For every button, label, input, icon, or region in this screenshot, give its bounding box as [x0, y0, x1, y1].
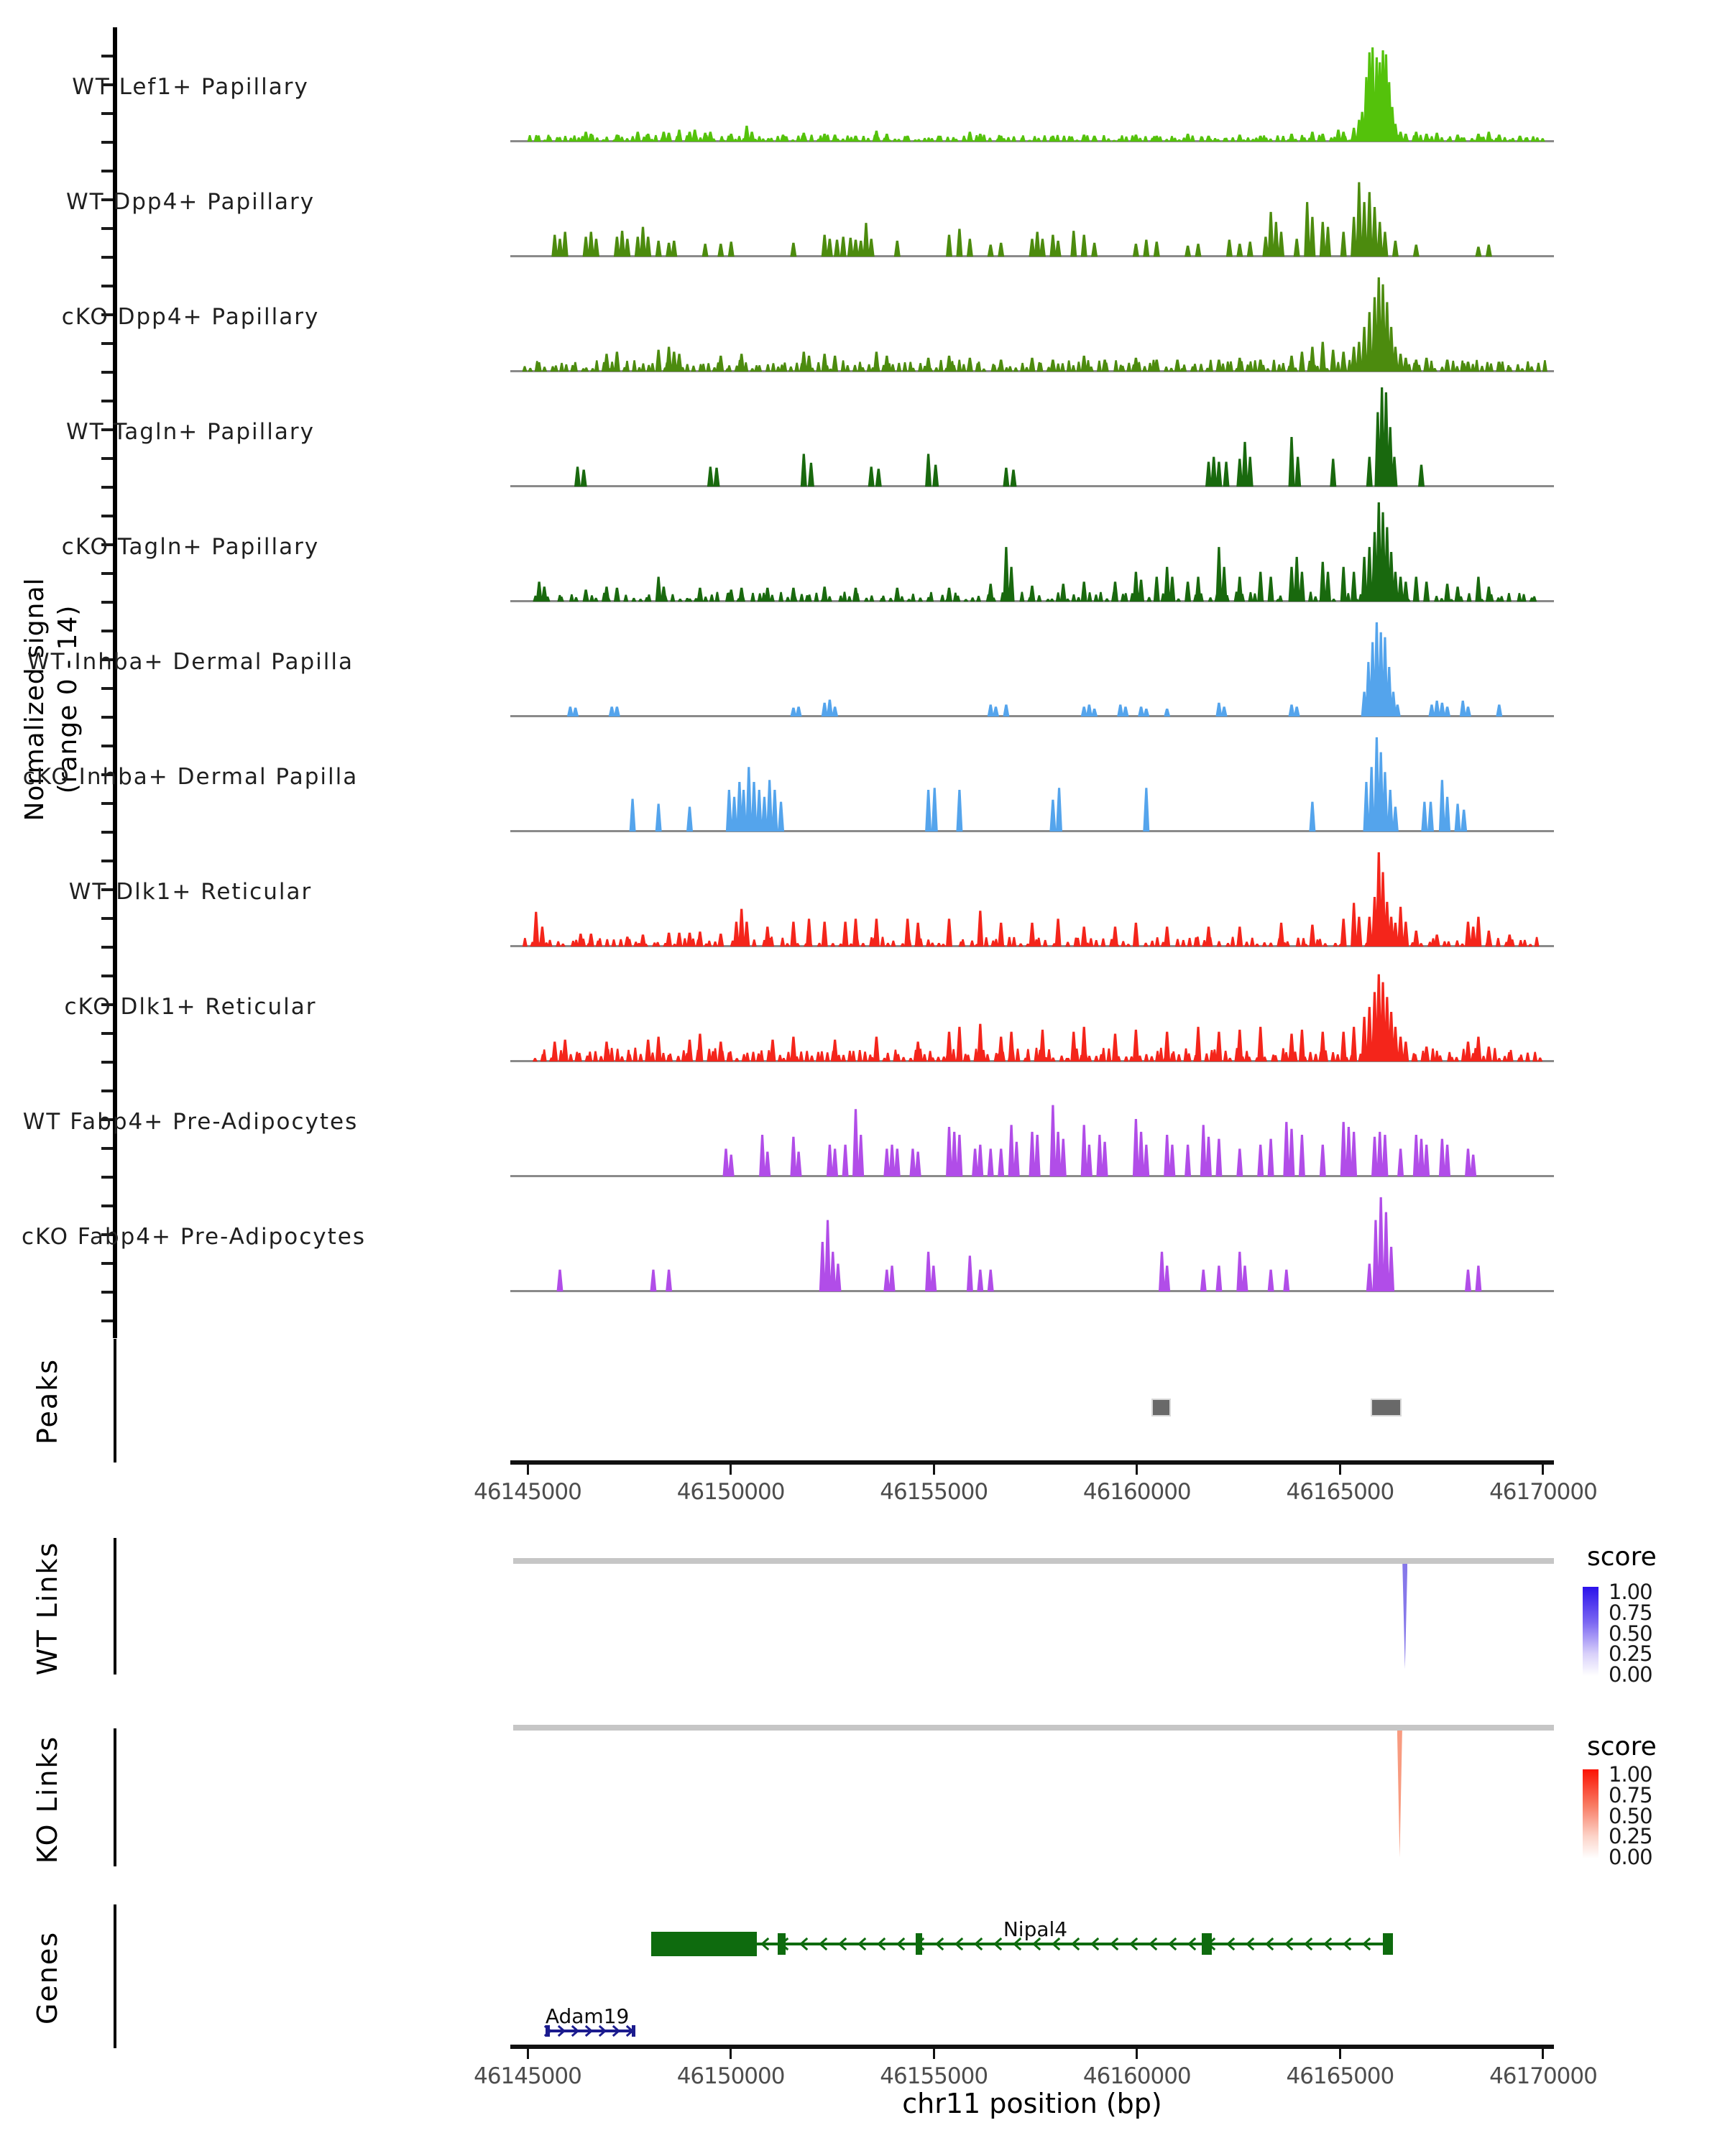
strand-arrowhead: [1345, 1938, 1351, 1950]
ko-links-baseline: [513, 1725, 1554, 1731]
position-axis-tick-label: 46160000: [1082, 1479, 1191, 1505]
signal-axis-tick: [101, 687, 113, 690]
signal-axis-tick: [101, 716, 113, 719]
track-coverage-plot: [513, 1075, 1551, 1176]
peak-interval: [1371, 1399, 1402, 1416]
signal-axis-tick: [101, 112, 113, 115]
coverage-signal: [557, 1197, 1482, 1291]
signal-axis-tick: [101, 227, 113, 230]
signal-axis-tick: [101, 860, 113, 862]
signal-axis-tick: [101, 917, 113, 920]
position-axis-tick-label: 46160000: [1082, 2063, 1191, 2089]
legend-tick-label: 0.75: [1609, 1600, 1652, 1625]
wt-links-baseline: [513, 1558, 1554, 1564]
track-label: WT Dpp4+ Papillary: [65, 189, 316, 215]
signal-axis-tick: [101, 1291, 113, 1294]
signal-axis-tick: [101, 831, 113, 834]
track-coverage-plot: [513, 1190, 1551, 1291]
position-axis-tick-label: 46145000: [474, 2063, 581, 2089]
position-axis-tick-label: 46165000: [1286, 2063, 1394, 2089]
strand-arrowhead: [860, 1938, 866, 1950]
signal-axis-tick: [101, 285, 113, 287]
strand-arrowhead: [1228, 1938, 1235, 1950]
legend-tick-label: 0.50: [1609, 1803, 1652, 1828]
position-axis-tick: [730, 1465, 732, 1475]
coverage-signal: [523, 852, 1540, 946]
signal-axis-tick: [101, 1147, 113, 1150]
coverage-signal: [551, 183, 1492, 257]
coverage-signal: [723, 1105, 1477, 1176]
position-axis-tick-label: 46150000: [676, 1479, 785, 1505]
strand-arrowhead: [1248, 1938, 1254, 1950]
strand-arrowhead: [1384, 1938, 1390, 1950]
track-label: cKO Dlk1+ Reticular: [64, 994, 317, 1020]
coverage-signal: [567, 622, 1502, 717]
genes-section-label: Genes: [32, 1930, 63, 2025]
ko-links-legend-title: score: [1587, 1732, 1657, 1761]
legend-tick-label: 1.00: [1609, 1580, 1652, 1604]
position-axis-tick-label: 46145000: [474, 1479, 581, 1505]
strand-arrowhead: [1151, 1938, 1157, 1950]
signal-axis-tick: [101, 1204, 113, 1207]
signal-axis-tick: [101, 1089, 113, 1092]
track-label: WT Inhba+ Dermal Papilla: [27, 649, 354, 675]
position-axis-tick: [1542, 2049, 1544, 2059]
coverage-signal: [523, 277, 1547, 372]
strand-arrowhead: [763, 1938, 769, 1950]
position-axis-tick-label: 46170000: [1489, 2063, 1597, 2089]
signal-axis-tick: [101, 946, 113, 949]
peak-interval: [1151, 1399, 1171, 1416]
strand-arrowhead: [898, 1938, 905, 1950]
peaks-section-label: Peaks: [32, 1358, 63, 1445]
strand-arrowhead: [1267, 1938, 1274, 1950]
position-axis-tick: [1542, 1465, 1544, 1475]
signal-axis-tick: [101, 457, 113, 460]
signal-axis-label-line2: (range 0 - 14): [53, 604, 83, 794]
signal-axis-tick: [101, 745, 113, 747]
track-label: WT Tagln+ Papillary: [66, 419, 315, 445]
signal-axis-tick: [101, 55, 113, 57]
wt-links-legend-title: score: [1587, 1542, 1657, 1572]
coverage-signal: [528, 47, 1545, 142]
signal-axis-tick: [101, 486, 113, 489]
wt-links-section-label: WT Links: [32, 1541, 63, 1676]
strand-arrowhead: [1209, 1938, 1215, 1950]
position-axis-tick: [1136, 1465, 1138, 1475]
signal-axis-tick: [101, 1176, 113, 1179]
signal-axis-tick: [101, 601, 113, 604]
signal-axis-spine: [113, 27, 117, 1338]
strand-arrowhead: [1306, 1938, 1312, 1950]
coverage-signal: [630, 737, 1468, 831]
legend-tick-label: 0.50: [1609, 1621, 1652, 1646]
strand-arrowhead: [1325, 1938, 1332, 1950]
position-axis-tick: [527, 1465, 529, 1475]
track-coverage-plot: [513, 155, 1551, 257]
strand-arrowhead: [821, 1938, 827, 1950]
gene-name-label: Nipal4: [1003, 1917, 1068, 1941]
strand-arrowhead: [840, 1938, 847, 1950]
signal-axis-tick: [101, 802, 113, 805]
link-arc-spike: [1402, 1564, 1407, 1669]
position-axis-title: chr11 position (bp): [902, 2088, 1162, 2119]
position-axis-tick: [527, 2049, 529, 2059]
track-label: WT Lef1+ Papillary: [72, 74, 309, 100]
track-label: cKO Dpp4+ Papillary: [61, 304, 320, 330]
track-coverage-plot: [513, 270, 1551, 372]
ko-links-section-label: KO Links: [32, 1735, 63, 1864]
track-coverage-plot: [513, 385, 1551, 487]
signal-axis-tick: [101, 400, 113, 402]
signal-axis-label-line1: Normalized signal: [20, 577, 50, 821]
track-coverage-plot: [513, 730, 1551, 831]
strand-arrowhead: [1287, 1938, 1293, 1950]
signal-axis-tick: [101, 515, 113, 517]
legend-tick-label: 0.75: [1609, 1782, 1652, 1807]
ko-links-legend-gradient: [1583, 1769, 1598, 1858]
legend-tick-label: 0.00: [1609, 1662, 1652, 1687]
position-axis-tick-label: 46150000: [676, 2063, 785, 2089]
legend-tick-label: 1.00: [1609, 1762, 1652, 1787]
track-label: cKO Inhba+ Dermal Papilla: [22, 764, 359, 790]
strand-arrowhead: [782, 1938, 788, 1950]
link-arc-spike: [1397, 1731, 1402, 1857]
track-coverage-plot: [513, 500, 1551, 602]
signal-axis-tick: [101, 1032, 113, 1035]
signal-axis-tick: [101, 572, 113, 575]
strand-arrowhead: [918, 1938, 924, 1950]
legend-tick-label: 0.25: [1609, 1641, 1652, 1667]
track-label: WT Fabp4+ Pre-Adipocytes: [22, 1109, 359, 1135]
strand-arrowhead: [1364, 1938, 1371, 1950]
position-axis-tick: [1339, 2049, 1341, 2059]
track-label: cKO Tagln+ Papillary: [61, 534, 320, 560]
wt-links-legend-gradient: [1583, 1587, 1598, 1676]
gene-name-label: Adam19: [545, 2004, 630, 2028]
signal-axis-tick: [101, 170, 113, 172]
signal-axis-tick: [101, 975, 113, 977]
position-axis-line: [510, 2045, 1554, 2049]
track-coverage-plot: [513, 845, 1551, 946]
position-axis-tick: [1136, 2049, 1138, 2059]
position-axis-line: [510, 1460, 1554, 1465]
strand-arrowhead: [1190, 1938, 1196, 1950]
position-axis-tick: [933, 2049, 935, 2059]
strand-arrowhead: [1170, 1938, 1177, 1950]
coverage-signal: [533, 502, 1537, 602]
signal-axis-tick: [101, 630, 113, 632]
track-coverage-plot: [513, 40, 1551, 142]
signal-axis-tick: [101, 371, 113, 374]
coverage-signal: [574, 387, 1425, 487]
position-axis-tick: [933, 1465, 935, 1475]
genes-section-line: [114, 1904, 116, 2048]
signal-axis-tick: [101, 141, 113, 144]
track-coverage-plot: [513, 615, 1551, 717]
signal-axis-tick: [101, 1061, 113, 1064]
signal-axis-tick: [101, 342, 113, 345]
signal-axis-tick: [101, 1319, 113, 1322]
position-axis-tick-label: 46170000: [1489, 1479, 1597, 1505]
legend-tick-label: 0.25: [1609, 1824, 1652, 1849]
wt-links-section-line: [114, 1538, 116, 1674]
strand-arrowhead: [879, 1938, 886, 1950]
track-label: cKO Fabp4+ Pre-Adipocytes: [22, 1224, 366, 1250]
track-label: WT Dlk1+ Reticular: [68, 879, 313, 905]
position-axis-tick-label: 46155000: [880, 2063, 988, 2089]
peaks-section-line: [114, 1339, 116, 1462]
ko-links-section-line: [114, 1728, 116, 1866]
coverage-signal: [533, 975, 1542, 1061]
legend-tick-label: 0.00: [1609, 1845, 1652, 1869]
position-axis-tick-label: 46155000: [880, 1479, 988, 1505]
strand-arrowhead: [801, 1938, 808, 1950]
signal-axis-tick: [101, 1262, 113, 1265]
position-axis-tick: [1339, 1465, 1341, 1475]
position-axis-tick-label: 46165000: [1286, 1479, 1394, 1505]
position-axis-tick: [730, 2049, 732, 2059]
track-coverage-plot: [513, 960, 1551, 1061]
signal-axis-tick: [101, 256, 113, 259]
